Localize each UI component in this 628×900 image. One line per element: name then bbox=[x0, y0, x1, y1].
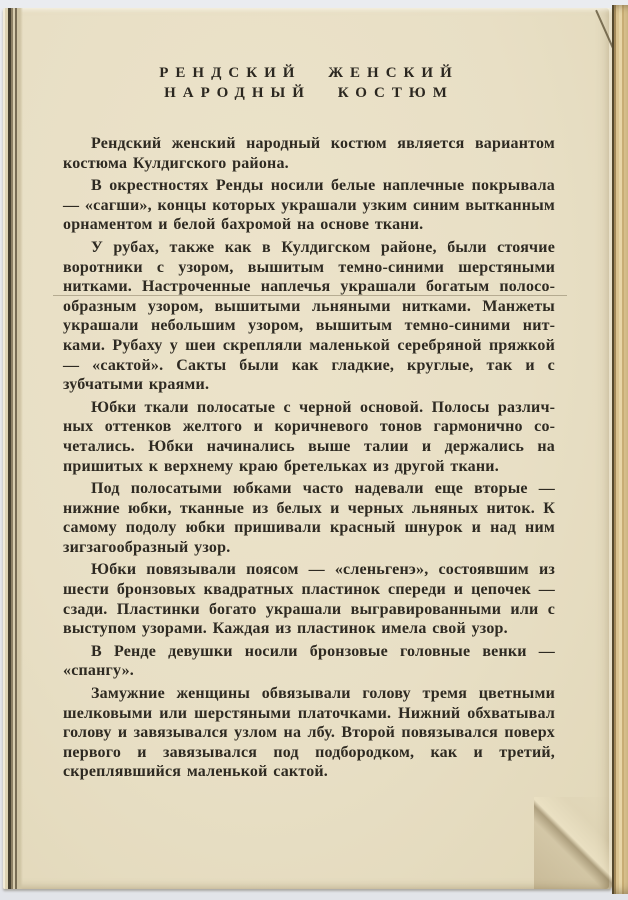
paragraph-5: Под полосатыми юбками часто надевали еще вторые — нижние юбки, тканные из белых и черных льняных ниток. К самому подолу юбки пришивали красный шнурок и над ним зигзагообразный узор. bbox=[63, 480, 555, 556]
page-title bbox=[63, 63, 555, 103]
paragraph-4: Юбки ткали полосатые с черной основой. Полосы различных оттенков желтого и коричневого тонов гармонично сочетались. Юбки начинались выше талии и держались на пришитых к верхнему краю бретельках из другой ткани. bbox=[63, 398, 555, 475]
body-text bbox=[63, 8, 555, 785]
corner-fold-bottom-right bbox=[534, 797, 612, 889]
spine-fold bbox=[3, 8, 23, 889]
paragraph-3: У рубах, также как в Кулдигском районе, были стоячие воротники с узором, вышитым темно-синими шерстяными нитками. Настроченные наплечья украшали богатым полосообразным узором, вышитыми льняными нитками. Манжеты украшали небольшим узором, вышитым темно-синими нитками. Рубаху у шеи скрепляли маленькой серебряной пряжкой — «сактой». Сакты были как гладкие, круглые, так и с зубчатыми краями. bbox=[63, 238, 555, 394]
paragraph-7: В Ренде девушки носили бронзовые головные венки — «спангу». bbox=[63, 642, 555, 680]
underlying-page-edge bbox=[612, 5, 628, 894]
title-line-1: РЕНДСКИЙ ЖЕНСКИЙ bbox=[159, 65, 459, 81]
paragraph-1: Рендский женский народный костюм является вариантом костюма Кулдигского района. bbox=[63, 135, 555, 172]
title-line-2: НАРОДНЫЙ КОСТЮМ bbox=[164, 85, 454, 101]
paragraph-2: В окрестностях Ренды носили белые наплечные покрывала — «сагши», концы которых украшали узким синим вытканным орнаментом и белой бахромой на основе ткани. bbox=[63, 177, 555, 234]
paragraph-8: Замужние женщины обвязывали голову тремя цветными шелковыми или шерстяными платочками. Нижний обхватывал голову и завязывался узлом на лбу. Второй повязывался поверх первого и завязывался под подбородком, как и третий, скреплявшийся маленькой сактой. bbox=[63, 685, 555, 781]
book-page bbox=[3, 8, 612, 889]
paragraph-6: Юбки повязывали поясом — «сленьгенэ», состоявшим из шести бронзовых квадратных пластинок спереди и цепочек — сзади. Пластинки богато украшали выгравированными или с выступом узорами. Каждая из пластинок имела свой узор. bbox=[63, 561, 555, 638]
